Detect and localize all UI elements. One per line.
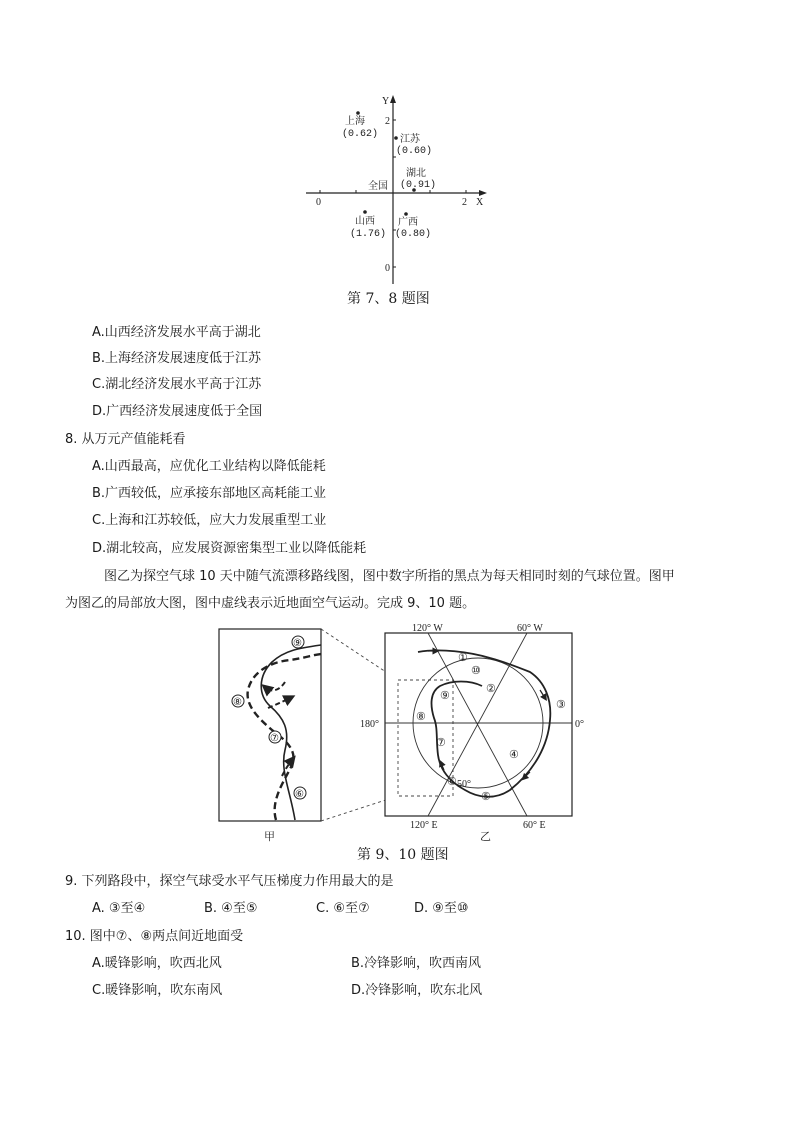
q10-option-c: C.暖锋影响，吹东南风 [92, 983, 223, 998]
yi-label-7: ⑦ [436, 737, 446, 749]
point-shanxi [363, 210, 367, 214]
intro-line-2: 为图乙的局部放大图，图中虚线表示近地面空气运动。完成 9、10 题。 [65, 596, 476, 611]
q10-option-b: B.冷锋影响，吹西南风 [351, 956, 482, 971]
x-axis-label: X [476, 197, 484, 208]
figure-7-8-scatter [300, 88, 500, 288]
x-tick-label-2: 2 [462, 197, 467, 208]
value-hubei: (0.91) [400, 180, 437, 191]
q8-option-a: A.山西最高，应优化工业结构以降低能耗 [92, 459, 326, 474]
q9-option-a: A. ③至④ [92, 901, 146, 916]
label-lat-50: 50° [457, 779, 471, 790]
value-guangxi: (0.80) [395, 229, 432, 240]
jia-label-6: ⑥ [295, 789, 304, 800]
q9-option-b: B. ④至⑤ [204, 901, 258, 916]
label-hubei: 湖北 [406, 168, 426, 179]
q7-option-a: A.山西经济发展水平高于湖北 [92, 325, 261, 340]
yi-label-1: ① [458, 652, 468, 664]
panel-jia-label: 甲 [264, 831, 275, 843]
yi-label-10: ⑩ [471, 665, 481, 677]
label-60w: 60° W [517, 623, 543, 634]
label-0: 0° [575, 719, 584, 730]
point-shanghai [356, 111, 360, 115]
label-shanxi: 山西 [355, 216, 375, 227]
q10-stem: 10. 图中⑦、⑧两点间近地面受 [65, 929, 244, 944]
point-jiangsu [394, 136, 398, 140]
q8-option-c: C.上海和江苏较低，应大力发展重型工业 [92, 513, 327, 528]
figure-9-10-map [210, 618, 590, 846]
y-axis-label: Y [382, 96, 390, 107]
value-shanghai: (0.62) [342, 129, 379, 140]
x-tick-label-0: 0 [316, 197, 321, 208]
label-60e: 60° E [523, 820, 546, 831]
q7-option-d: D.广西经济发展速度低于全国 [92, 404, 263, 419]
y-tick-label-2: 2 [385, 116, 390, 127]
label-jiangsu: 江苏 [400, 134, 420, 145]
q9-option-c: C. ⑥至⑦ [316, 901, 370, 916]
q10-option-a: A.暖锋影响，吹西北风 [92, 956, 222, 971]
value-shanxi: (1.76) [350, 229, 387, 240]
yi-label-5: ⑤ [481, 791, 491, 803]
x-axis-arrow [479, 190, 487, 196]
q8-option-b: B.广西较低，应承接东部地区高耗能工业 [92, 486, 327, 501]
jia-label-8: ⑧ [233, 697, 242, 708]
y-tick-label-0: 0 [385, 263, 390, 274]
label-120w: 120° W [412, 623, 443, 634]
q9-option-d: D. ⑨至⑩ [414, 901, 469, 916]
yi-label-8: ⑧ [416, 711, 426, 723]
point-guangxi [404, 212, 408, 216]
panel-yi-label: 乙 [480, 831, 491, 843]
label-180: 180° [360, 719, 379, 730]
label-quanguo: 全国 [368, 181, 388, 192]
q7-option-c: C.湖北经济发展水平高于江苏 [92, 377, 262, 392]
jia-label-7: ⑦ [270, 733, 279, 744]
yi-label-6: ⑥ [447, 776, 457, 788]
q7-option-b: B.上海经济发展速度低于江苏 [92, 351, 262, 366]
figure-7-8-caption: 第 7、8 题图 [347, 291, 430, 307]
label-guangxi: 广西 [398, 217, 418, 228]
yi-label-3: ③ [556, 699, 566, 711]
intro-line-1: 图乙为探空气球 10 天中随气流漂移路线图，图中数字所指的黑点为每天相同时刻的气球位置。图甲 [104, 569, 675, 584]
q9-stem: 9. 下列路段中，探空气球受水平气压梯度力作用最大的是 [65, 874, 394, 889]
q8-option-d: D.湖北较高，应发展资源密集型工业以降低能耗 [92, 541, 367, 556]
yi-label-2: ② [486, 683, 496, 695]
yi-label-4: ④ [509, 749, 519, 761]
figure-9-10-caption: 第 9、10 题图 [357, 847, 449, 863]
label-120e: 120° E [410, 820, 438, 831]
yi-label-9: ⑨ [440, 690, 450, 702]
q8-stem: 8. 从万元产值能耗看 [65, 432, 186, 447]
jia-label-9: ⑨ [293, 638, 302, 649]
label-shanghai: 上海 [345, 116, 365, 127]
q10-option-d: D.冷锋影响，吹东北风 [351, 983, 483, 998]
y-axis-arrow [390, 95, 396, 103]
value-jiangsu: (0.60) [396, 146, 433, 157]
